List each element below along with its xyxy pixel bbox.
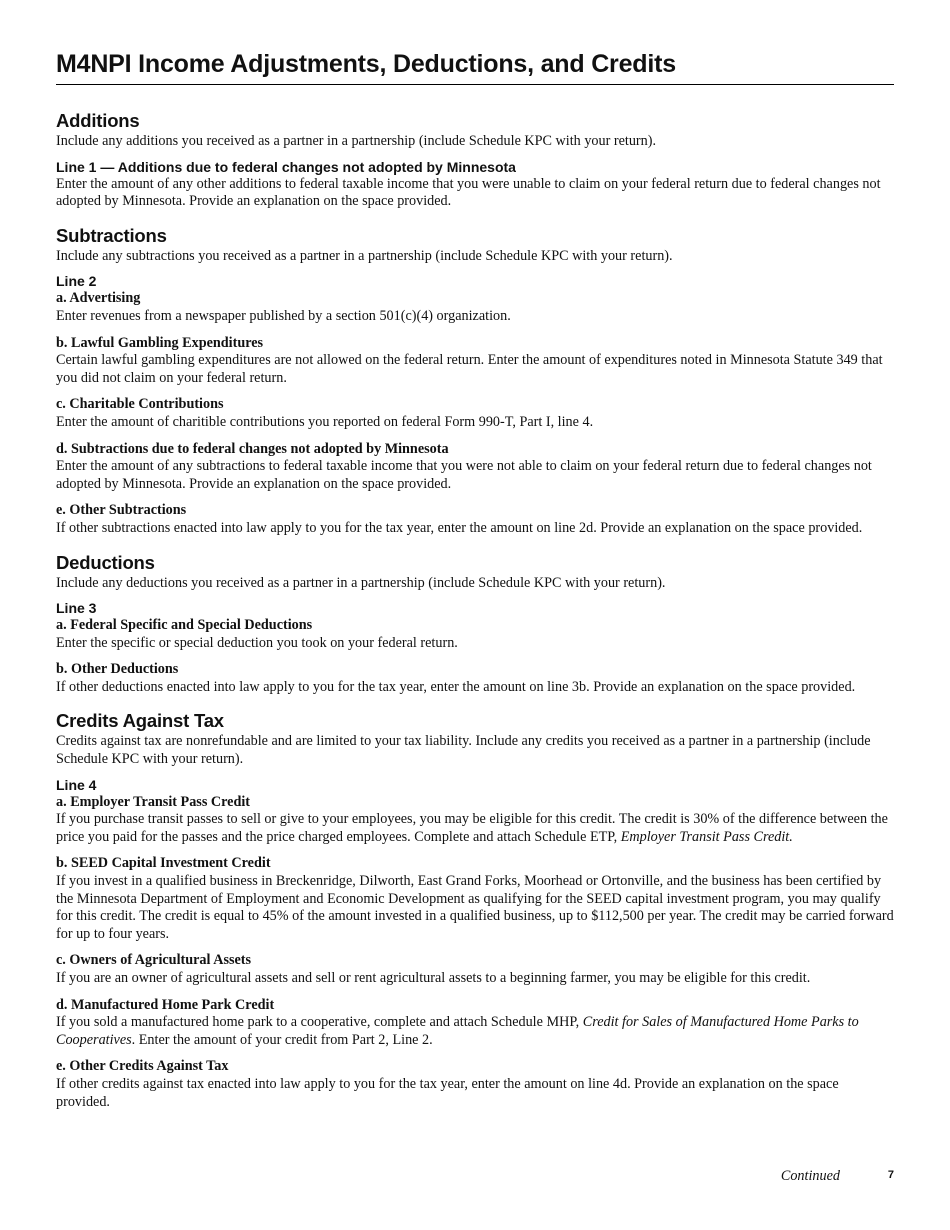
line2e-item — [56, 502, 894, 537]
line4d-text-italic: Credit for Sales of Manufactured Home Parks to Cooperatives — [56, 1014, 859, 1048]
line2d-label: d. Subtractions due to federal changes not adopted by Minnesota — [56, 440, 449, 457]
line2-heading: Line 2 — [56, 273, 97, 290]
line4e-text: If other credits against tax enacted into law apply to you for the tax year, enter the amount on line 4d. Provide an explanation on the space provided. — [56, 1075, 839, 1110]
line2b-item — [56, 335, 894, 388]
credits-section — [56, 709, 894, 1111]
line2e-label: e. Other Subtractions — [56, 502, 187, 519]
line3-heading: Line 3 — [56, 600, 97, 617]
line4c-item — [56, 952, 894, 987]
page-number: 7 — [887, 1169, 894, 1181]
credits-intro: Credits against tax are nonrefundable and are limited to your tax liability. Include any credits you received as a partner in a partnership (include Schedule KPC with your return). — [56, 733, 871, 768]
line4c-text: If you are an owner of agricultural assets and sell or rent agricultural assets to a beginning farmer, you may be eligible for this credit. — [56, 970, 811, 986]
line4a-item — [56, 794, 894, 847]
line2b-text: Certain lawful gambling expenditures are not allowed on the federal return. Enter the amount of expenditures noted in Minnesota Statute 349 that you did not claim on your federal return. — [56, 352, 883, 386]
line4a-label: a. Employer Transit Pass Credit — [56, 793, 251, 810]
line3b-label: b. Other Deductions — [56, 661, 179, 678]
line4b-label: b. SEED Capital Investment Credit — [56, 855, 271, 872]
line3b-item — [56, 661, 894, 696]
line2c-item — [56, 396, 894, 431]
line3a-label: a. Federal Specific and Special Deductions — [56, 617, 313, 634]
line3b-text: If other deductions enacted into law apply to you for the tax year, enter the amount on line 3b. Provide an explanation on the space provided. — [56, 678, 856, 695]
subtractions-section — [56, 224, 894, 538]
additions-intro: Include any additions you received as a partner in a partnership (include Schedule KPC with your return). — [56, 133, 657, 149]
line4b-text: If you invest in a qualified business in Breckenridge, Dilworth, East Grand Forks, Moorhead or Ortonville, and the business has been certified by the Minnesota Department of Employment and Economic Development as qualifying for the SEED capital investment program, you may qualify for this credit. The credit is equal to 45% of the amount invested in a qualified business, up to $112,500 per year. The credit may be carried forward for up to four years. — [56, 873, 894, 942]
line4a-text-italic: Employer Transit Pass Credit. — [620, 828, 793, 845]
line2a-text: Enter revenues from a newspaper published by a section 501(c)(4) organization. — [56, 307, 511, 324]
line4e-item — [56, 1058, 894, 1111]
subtractions-intro: Include any subtractions you received as a partner in a partnership (include Schedule KPC with your return). — [56, 247, 673, 264]
deductions-heading: Deductions — [56, 551, 155, 573]
line2a-label: a. Advertising — [56, 290, 141, 307]
line4a-text-main: If you purchase transit passes to sell or give to your employees, you may be eligible for this credit. The credit is 30% of the difference between the price you paid for the passes and the price charged employees. Complete and attach Schedule ETP, — [56, 811, 888, 845]
page-title: M4NPI Income Adjustments, Deductions, and Credits — [56, 50, 894, 85]
line4a-text — [56, 811, 894, 846]
line1-text: Enter the amount of any other additions to federal taxable income that you were unable to claim on your federal return due to federal changes not adopted by Minnesota. Provide an explanation on the space provided. — [56, 175, 881, 210]
line4d-text — [56, 1014, 894, 1049]
additions-heading: Additions — [56, 110, 140, 131]
line3a-text: Enter the specific or special deduction you took on your federal return. — [56, 634, 458, 651]
line4c-label: c. Owners of Agricultural Assets — [56, 952, 252, 969]
continued-label: Continued — [780, 1168, 840, 1184]
line4d-item — [56, 997, 894, 1050]
line2e-text: If other subtractions enacted into law apply to you for the tax year, enter the amount on line 2d. Provide an explanation on the space provided. — [56, 519, 863, 536]
line2c-label: c. Charitable Contributions — [56, 396, 224, 413]
line4d-text-main: If you sold a manufactured home park to a cooperative, complete and attach Schedule MHP, — [56, 1014, 583, 1031]
credits-heading: Credits Against Tax — [56, 710, 224, 732]
page-footer — [56, 1168, 894, 1186]
line2c-text: Enter the amount of charitible contributions you reported on federal Form 990-T, Part I, line 4. — [56, 413, 594, 430]
line4-heading: Line 4 — [56, 776, 97, 793]
line2a-item — [56, 290, 894, 325]
line4b-item — [56, 855, 894, 943]
line2b-label: b. Lawful Gambling Expenditures — [56, 334, 264, 351]
document-content — [56, 109, 894, 1111]
line3a-item — [56, 617, 894, 652]
line1-heading: Line 1 — Additions due to federal changes not adopted by Minnesota — [56, 158, 516, 175]
line4e-label: e. Other Credits Against Tax — [56, 1058, 229, 1075]
line2d-item — [56, 441, 894, 494]
line2d-text: Enter the amount of any subtractions to federal taxable income that you were not able to claim on your federal return due to federal changes not adopted by Minnesota. Provide an explanation on the space provided. — [56, 458, 872, 492]
line4d-label: d. Manufactured Home Park Credit — [56, 996, 275, 1013]
line4d-text-after: . Enter the amount of your credit from Part 2, Line 2. — [131, 1031, 433, 1048]
additions-section — [56, 109, 894, 211]
subtractions-heading: Subtractions — [56, 224, 167, 246]
deductions-intro: Include any deductions you received as a partner in a partnership (include Schedule KPC with your return). — [56, 574, 666, 591]
deductions-section — [56, 551, 894, 697]
